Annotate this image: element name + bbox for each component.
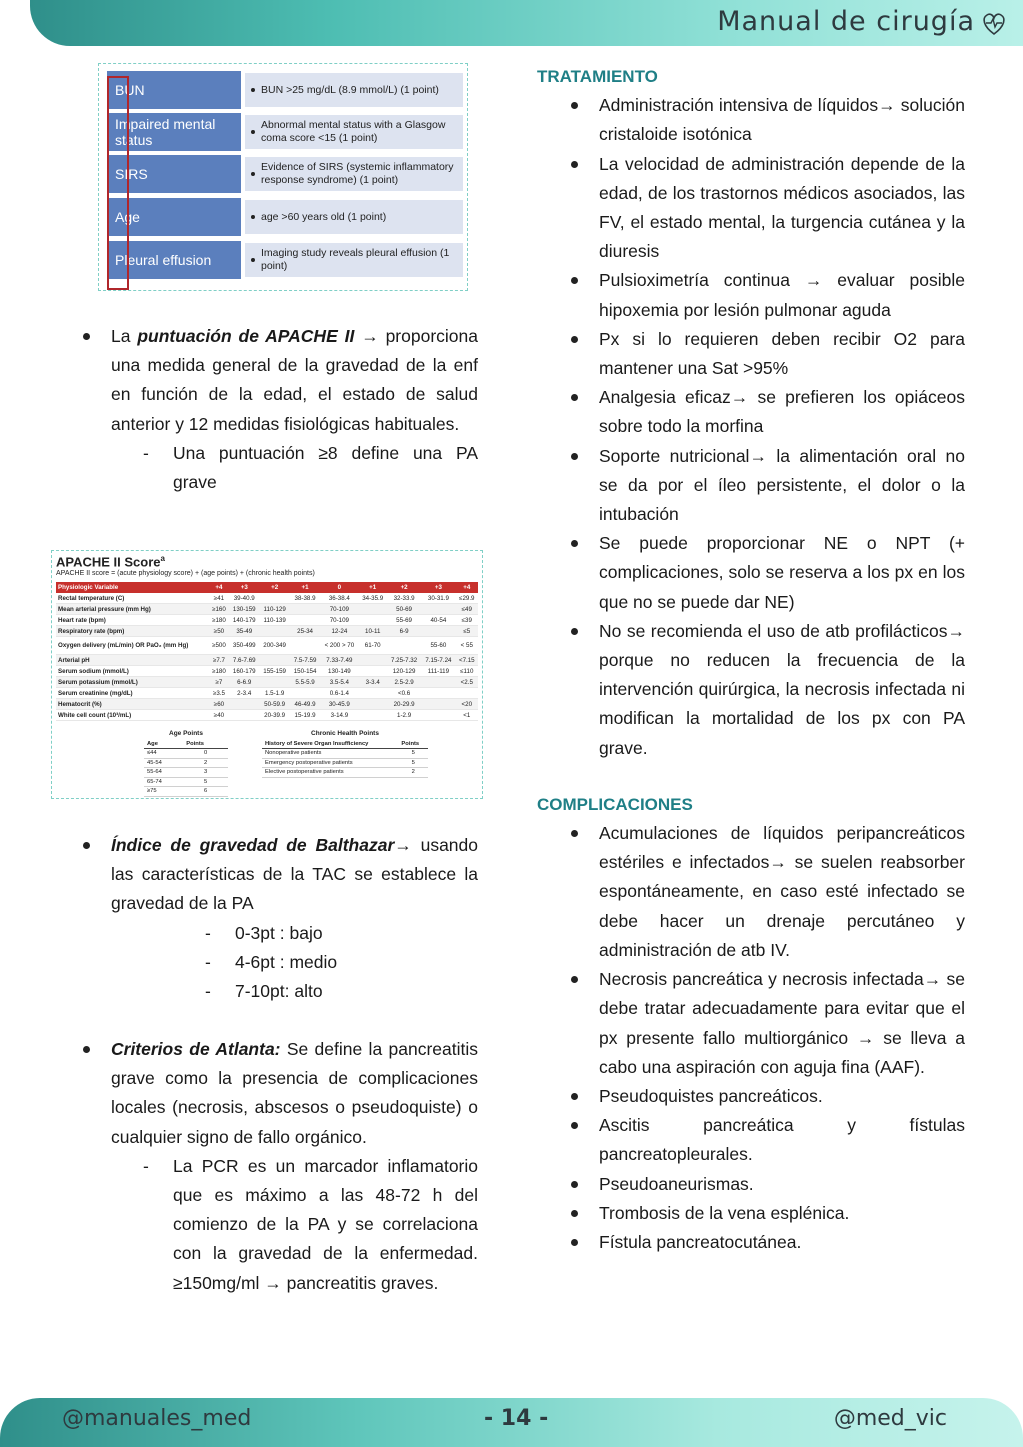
tratamiento-heading: TRATAMIENTO — [537, 67, 658, 86]
apache-ii-cell: 34-35.9 — [358, 593, 386, 604]
apache-ii-formula: APACHE II score = (acute physiology score) + (age points) + (chronic health points) — [56, 570, 315, 577]
apache-ii-table — [56, 582, 478, 721]
apache-ii-cell: Arterial pH — [56, 655, 209, 666]
apache-ii-cell: 2.5-2.9 — [387, 677, 421, 688]
apache-ii-cell: 35-49 — [229, 626, 259, 637]
apache-ii-cell: <20 — [456, 699, 478, 710]
chronic-health-table — [262, 739, 428, 778]
apache-ii-cell: <2.5 — [456, 677, 478, 688]
bisap-label: Age — [107, 198, 241, 236]
apache-ii-header-cell: 0 — [320, 582, 358, 593]
complicaciones-item: Ascitis pancreática y fístulas pancreatopleurales. — [568, 1111, 965, 1169]
apache-ii-cell: 55-69 — [387, 615, 421, 626]
apache-ii-cell: ≥40 — [209, 710, 229, 721]
apache-ii-cell: 20-39.9 — [259, 710, 289, 721]
apache-ii-cell — [290, 688, 320, 699]
heart-stethoscope-icon — [979, 8, 1009, 38]
age-points-cell: 2 — [183, 758, 228, 768]
apache-ii-title: APACHE II Score$^a$ — [56, 554, 165, 570]
apache-ii-cell: ≥180 — [209, 666, 229, 677]
tratamiento-item: Analgesia eficaz→ se prefieren los opiáceos sobre todo la morfina — [568, 383, 965, 441]
apache-ii-cell: Serum potassium (mmol/L) — [56, 677, 209, 688]
balthazar-grade-item: - 7-10pt: alto — [205, 981, 323, 1002]
apache-ii-cell: 110-139 — [259, 615, 289, 626]
apache-ii-cell: 2-3.4 — [229, 688, 259, 699]
tratamiento-item: Se puede proporcionar NE o NPT (+ complicaciones, solo se reserva a los px en los que no se puede dar NE) — [568, 529, 965, 617]
age-points-cell: ≥75 — [144, 787, 183, 797]
apache-ii-cell — [259, 677, 289, 688]
tratamiento-item: No se recomienda el uso de atb profilácticos→ porque no reducen la frecuencia de la intervención quirúrgica, la necrosis infectada ni modifican la mortalidad de los px con PA grave. — [568, 617, 965, 763]
apache-ii-cell — [358, 710, 386, 721]
apache-ii-header-cell: +3 — [229, 582, 259, 593]
apache-ii-cell: 50-59.9 — [259, 699, 289, 710]
apache-ii-cell: 3-3.4 — [358, 677, 386, 688]
age-points-cell: ≤44 — [144, 749, 183, 759]
apache-ii-cell: White cell count (10³/mL) — [56, 710, 209, 721]
apache-ii-cell: 50-69 — [387, 604, 421, 615]
apache-ii-header-cell: +2 — [259, 582, 289, 593]
apache-ii-cell: 160-179 — [229, 666, 259, 677]
apache-ii-cell — [259, 655, 289, 666]
apache-ii-cell: 5.5-5.9 — [290, 677, 320, 688]
apache-ii-cell: ≥500 — [209, 637, 229, 655]
apache-ii-cell: ≥180 — [209, 615, 229, 626]
chronic-health-cell: Emergency postoperative patients — [262, 758, 398, 768]
bisap-row — [107, 155, 463, 193]
tratamiento-item: Soporte nutricional→ la alimentación oral no se da por el íleo persistente, el dolor o la intubación — [568, 442, 965, 530]
apache-ii-figure — [51, 550, 483, 799]
apache-ii-cell: 39-40.9 — [229, 593, 259, 604]
apache-ii-cell: 30-45.9 — [320, 699, 358, 710]
complicaciones-item: Acumulaciones de líquidos peripancreáticos estériles e infectados→ se suelen reabsorber espontáneamente, en caso esté infectado se debe hacer un drenaje percutáneo y administración de atb IV. — [568, 819, 965, 965]
chronic-health-cell: 2 — [398, 768, 428, 778]
apache-ii-cell — [358, 655, 386, 666]
apache-ii-header-cell: +4 — [456, 582, 478, 593]
apache-ii-cell: 7.15-7.24 — [421, 655, 455, 666]
apache-ii-cell: 1.5-1.9 — [259, 688, 289, 699]
apache-ii-cell: 40-54 — [421, 615, 455, 626]
age-points-row — [144, 768, 228, 778]
bisap-criterion: Abnormal mental status with a Glasgow coma score <15 (1 point) — [245, 115, 463, 149]
apache-ii-cell: 32-33.9 — [387, 593, 421, 604]
atlanta-bullet: Criterios de Atlanta: Se define la pancreatitis grave como la presencia de complicaciones locales (necrosis, abscesos o pseudoquiste) o cualquier signo de fallo orgánico. — [80, 1035, 478, 1152]
apache-ii-cell — [290, 615, 320, 626]
apache-ii-cell: 38-38.9 — [290, 593, 320, 604]
age-points-row — [144, 758, 228, 768]
chronic-health-cell: Elective postoperative patients — [262, 768, 398, 778]
apache-ii-cell: ≤49 — [456, 604, 478, 615]
balthazar-section — [80, 831, 478, 1006]
complicaciones-item: Pseudoquistes pancreáticos. — [568, 1082, 965, 1111]
apache-ii-cell — [290, 604, 320, 615]
apache-ii-cell — [358, 666, 386, 677]
apache-ii-cell — [421, 604, 455, 615]
apache-ii-cell: 61-70 — [358, 637, 386, 655]
apache-ii-cell: 3.5-5.4 — [320, 677, 358, 688]
apache-ii-cell — [229, 699, 259, 710]
apache-ii-header-cell: +1 — [290, 582, 320, 593]
chronic-health-row — [262, 768, 428, 778]
chronic-health-row — [262, 749, 428, 759]
apache-bullet: La puntuación de APACHE II → proporciona una medida general de la gravedad de la enf en función de la edad, el estado de salud anterior y 12 medidas fisiológicas habituales. — [80, 322, 478, 439]
apache-ii-cell: 55-60 — [421, 637, 455, 655]
bisap-row — [107, 241, 463, 279]
apache-ii-cell: 7.33-7.49 — [320, 655, 358, 666]
atlanta-sub-item: - La PCR es un marcador inflamatorio que es máximo a las 48-72 h del comienzo de la PA y se correlaciona con la gravedad de la enfermedad. ≥150mg/ml → pancreatitis graves. — [143, 1155, 478, 1293]
apache-ii-row — [56, 666, 478, 677]
apache-ii-cell: 130-149 — [320, 666, 358, 677]
apache-ii-cell — [387, 637, 421, 655]
apache-ii-cell: < 200 > 70 — [320, 637, 358, 655]
atlanta-section — [80, 1035, 478, 1298]
age-points-cell: 6 — [183, 787, 228, 797]
apache-ii-cell: 30-31.9 — [421, 593, 455, 604]
apache-ii-cell: Mean arterial pressure (mm Hg) — [56, 604, 209, 615]
complicaciones-item: Trombosis de la vena esplénica. — [568, 1199, 965, 1228]
bisap-criterion: Imaging study reveals pleural effusion (1 point) — [245, 243, 463, 277]
bisap-label: Impaired mental status — [107, 113, 241, 151]
apache-ii-cell: ≤39 — [456, 615, 478, 626]
bisap-label: BUN — [107, 71, 241, 109]
right-column — [537, 62, 965, 1257]
acronym-highlight-box — [107, 76, 129, 290]
complicaciones-item: Pseudoaneurismas. — [568, 1170, 965, 1199]
apache-ii-cell: 12-24 — [320, 626, 358, 637]
bisap-criterion: Evidence of SIRS (systemic inflammatory response syndrome) (1 point) — [245, 157, 463, 191]
apache-ii-cell: 10-11 — [358, 626, 386, 637]
apache-ii-cell — [421, 710, 455, 721]
bisap-label: SIRS — [107, 155, 241, 193]
apache-ii-header-cell: Physiologic Variable — [56, 582, 209, 593]
balthazar-term: Índice de gravedad de Balthazar→ — [111, 835, 412, 855]
bisap-criterion: age >60 years old (1 point) — [245, 200, 463, 234]
apache-ii-cell: 70-109 — [320, 615, 358, 626]
balthazar-bullet: Índice de gravedad de Balthazar→ usando las características de la TAC se establece la gravedad de la PA — [80, 831, 478, 919]
bisap-label: Pleural effusion — [107, 241, 241, 279]
apache-ii-cell: Serum sodium (mmol/L) — [56, 666, 209, 677]
age-points-row — [144, 749, 228, 759]
apache-ii-cell: 130-159 — [229, 604, 259, 615]
balthazar-grade-item: - 4-6pt : medio — [205, 951, 338, 972]
apache-ii-cell: 7.25-7.32 — [387, 655, 421, 666]
apache-ii-cell: 120-129 — [387, 666, 421, 677]
apache-ii-header-cell: +3 — [421, 582, 455, 593]
apache-ii-cell: Hematocrit (%) — [56, 699, 209, 710]
header-title: Manual de cirugía — [717, 6, 975, 37]
apache-ii-cell: ≤110 — [456, 666, 478, 677]
bisap-row — [107, 198, 463, 236]
apache-ii-cell: 0.6-1.4 — [320, 688, 358, 699]
apache-ii-cell: ≤29.9 — [456, 593, 478, 604]
chronic-health-header-cell: History of Severe Organ Insufficiency — [262, 739, 398, 749]
apache-ii-cell — [421, 626, 455, 637]
apache-ii-cell — [456, 688, 478, 699]
apache-ii-cell: < 55 — [456, 637, 478, 655]
apache-ii-row — [56, 593, 478, 604]
apache-ii-cell: ≥7.7 — [209, 655, 229, 666]
bisap-criterion: BUN >25 mg/dL (8.9 mmol/L) (1 point) — [245, 73, 463, 107]
apache-ii-row — [56, 655, 478, 666]
chronic-health-row — [262, 758, 428, 768]
chronic-health-header-cell: Points — [398, 739, 428, 749]
age-points-title: Age Points — [169, 730, 203, 737]
bisap-row — [107, 71, 463, 109]
apache-ii-cell: 111-119 — [421, 666, 455, 677]
apache-ii-cell — [259, 626, 289, 637]
apache-ii-cell: 155-159 — [259, 666, 289, 677]
apache-ii-cell: 1-2.9 — [387, 710, 421, 721]
complicaciones-item: Fístula pancreatocutánea. — [568, 1228, 965, 1257]
apache-ii-cell: <1 — [456, 710, 478, 721]
apache-ii-cell: 200-349 — [259, 637, 289, 655]
apache-ii-cell: 46-49.9 — [290, 699, 320, 710]
apache-sub-item: - Una puntuación ≥8 define una PA grave — [143, 442, 478, 493]
apache-ii-row — [56, 604, 478, 615]
apache-ii-cell: 7.6-7.69 — [229, 655, 259, 666]
apache-ii-cell — [259, 593, 289, 604]
apache-ii-cell: 15-19.9 — [290, 710, 320, 721]
apache-ii-cell: ≥41 — [209, 593, 229, 604]
apache-ii-cell: <0.6 — [387, 688, 421, 699]
balthazar-grade-item: - 0-3pt : bajo — [205, 922, 323, 943]
apache-ii-cell: ≥60 — [209, 699, 229, 710]
apache-ii-row — [56, 637, 478, 655]
age-points-cell: 5 — [183, 777, 228, 787]
age-points-header-cell: Age — [144, 739, 183, 749]
apache-ii-cell: 6-9 — [387, 626, 421, 637]
page-number: - 14 - — [484, 1406, 549, 1431]
complicaciones-item: Necrosis pancreática y necrosis infectada→ se debe tratar adecuadamente para evitar que el px presente fallo multiorgánico → se lleva a cabo una aspiración con aguja fina (AAF). — [568, 965, 965, 1082]
apache-term: puntuación de APACHE II — [137, 326, 355, 346]
tratamiento-item: La velocidad de administración depende de la edad, de los trastornos médicos asociados, las FV, el estado mental, la turgencia cutánea y la diuresis — [568, 150, 965, 267]
apache-ii-cell: 70-109 — [320, 604, 358, 615]
age-points-cell: 0 — [183, 749, 228, 759]
apache-ii-row — [56, 710, 478, 721]
tratamiento-item: Administración intensiva de líquidos→ solución cristaloide isotónica — [568, 91, 965, 149]
apache-ii-row — [56, 688, 478, 699]
age-points-table — [144, 739, 228, 797]
age-points-cell: 55-64 — [144, 768, 183, 778]
apache-ii-cell: 140-179 — [229, 615, 259, 626]
apache-ii-row — [56, 677, 478, 688]
tratamiento-item: Px si lo requieren deben recibir O2 para mantener una Sat >95% — [568, 325, 965, 383]
atlanta-term: Criterios de Atlanta: — [111, 1039, 281, 1059]
age-points-cell: 65-74 — [144, 777, 183, 787]
apache-ii-cell: 6-6.9 — [229, 677, 259, 688]
apache-ii-header-cell: +2 — [387, 582, 421, 593]
apache-ii-cell: 3-14.9 — [320, 710, 358, 721]
apache-ii-cell: Respiratory rate (bpm) — [56, 626, 209, 637]
apache-ii-cell — [358, 615, 386, 626]
apache-ii-cell — [358, 604, 386, 615]
apache-ii-cell: <7.15 — [456, 655, 478, 666]
apache-ii-cell: Heart rate (bpm) — [56, 615, 209, 626]
chronic-health-cell: Nonoperative patients — [262, 749, 398, 759]
apache-ii-cell: 110-129 — [259, 604, 289, 615]
apache-ii-cell — [290, 637, 320, 655]
apache-ii-cell: ≥7 — [209, 677, 229, 688]
apache-ii-cell: ≥3.5 — [209, 688, 229, 699]
footer-instagram-handle: @manuales_med — [62, 1406, 252, 1431]
complicaciones-list — [568, 819, 965, 1257]
apache-ii-cell — [421, 688, 455, 699]
tratamiento-item: Pulsioximetría continua → evaluar posible hipoxemia por lesión pulmonar aguda — [568, 266, 965, 324]
bisap-figure — [98, 63, 468, 291]
apache-ii-cell: Rectal temperature (C) — [56, 593, 209, 604]
apache-ii-cell — [358, 699, 386, 710]
apache-ii-cell: ≥160 — [209, 604, 229, 615]
age-points-row — [144, 777, 228, 787]
apache-ii-cell: Serum creatinine (mg/dL) — [56, 688, 209, 699]
apache-ii-cell — [421, 699, 455, 710]
apache-ii-header-cell: +4 — [209, 582, 229, 593]
age-points-cell: 3 — [183, 768, 228, 778]
apache-ii-row — [56, 626, 478, 637]
apache-ii-cell: Oxygen delivery (mL/min) OR PaO₂ (mm Hg) — [56, 637, 209, 655]
apache-ii-cell: 350-499 — [229, 637, 259, 655]
apache-ii-cell: 150-154 — [290, 666, 320, 677]
tratamiento-list — [568, 91, 965, 763]
apache-ii-cell — [421, 677, 455, 688]
apache-ii-row — [56, 699, 478, 710]
apache-ii-cell — [358, 688, 386, 699]
age-points-cell: 45-54 — [144, 758, 183, 768]
age-points-header-cell: Points — [183, 739, 228, 749]
apache-ii-cell: ≥50 — [209, 626, 229, 637]
age-points-row — [144, 787, 228, 797]
apache-ii-row — [56, 615, 478, 626]
apache-ii-cell: 36-38.4 — [320, 593, 358, 604]
apache-ii-cell: 7.5-7.59 — [290, 655, 320, 666]
apache-section — [80, 322, 478, 497]
bisap-row — [107, 113, 463, 151]
chronic-health-cell: 5 — [398, 758, 428, 768]
apache-ii-cell: 25-34 — [290, 626, 320, 637]
chronic-health-cell: 5 — [398, 749, 428, 759]
apache-ii-cell — [229, 710, 259, 721]
apache-ii-header-cell: +1 — [358, 582, 386, 593]
apache-ii-cell: ≤5 — [456, 626, 478, 637]
complicaciones-heading: COMPLICACIONES — [537, 794, 693, 814]
footer-author-handle: @med_vic — [833, 1406, 947, 1431]
apache-ii-cell: 20-29.9 — [387, 699, 421, 710]
chronic-health-title: Chronic Health Points — [311, 730, 379, 737]
